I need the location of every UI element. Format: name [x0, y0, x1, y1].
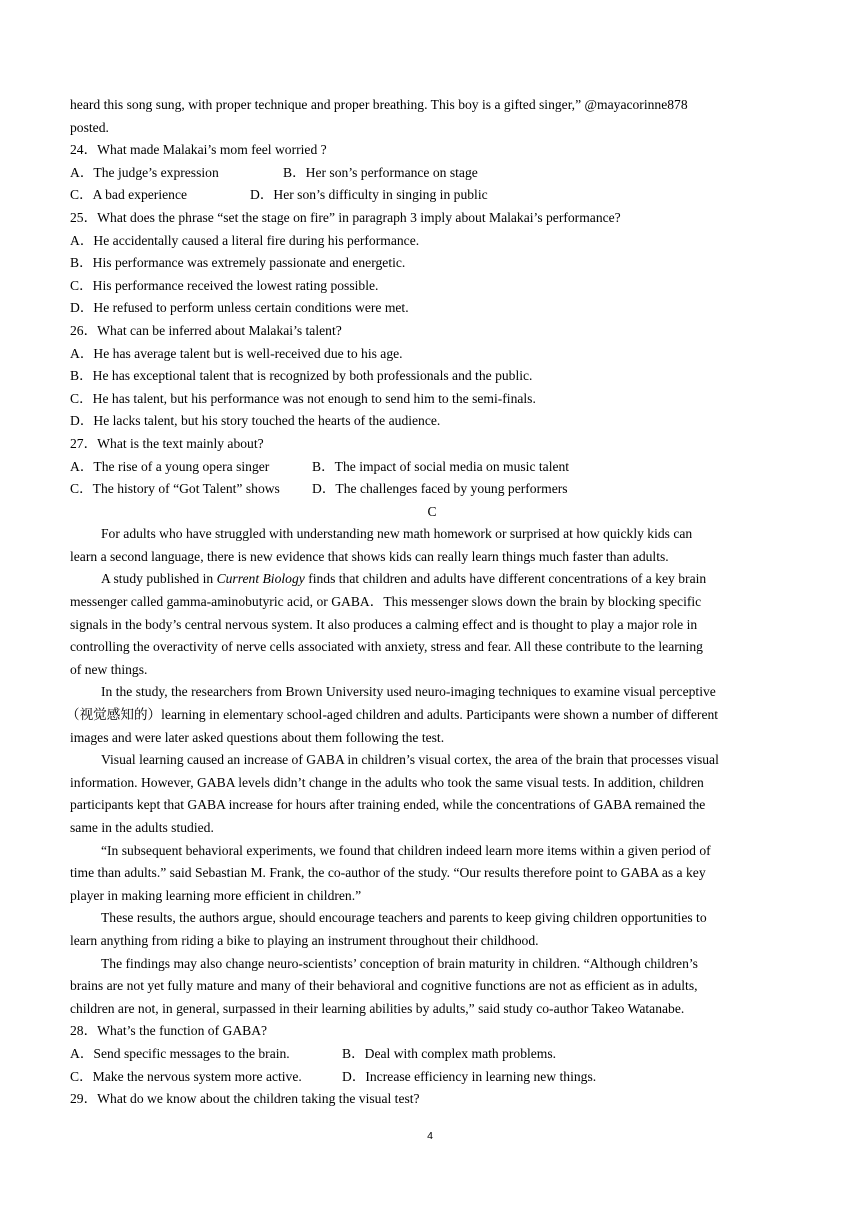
option-b: B．His performance was extremely passionate and energetic. [70, 255, 406, 271]
passage-line: Visual learning caused an increase of GABA in children’s visual cortex, the area of the brain that processes visual [101, 752, 719, 768]
passage-line: information. However, GABA levels didn’t change in the adults who took the same visual tests. In addition, children [70, 774, 704, 790]
passage-text: finds that children and adults have different concentrations of a key brain [304, 571, 707, 587]
question-25-stem: 25．What does the phrase “set the stage on fire” in paragraph 3 imply about Malakai’s performance? [70, 209, 621, 225]
question-24-options-row-2 [70, 184, 794, 207]
question-24-stem: 24．What made Malakai’s mom feel worried ? [70, 142, 327, 158]
passage-line: learn anything from riding a bike to playing an instrument throughout their childhood. [70, 932, 539, 948]
document-page [66, 94, 794, 1111]
question-24-options-row-1 [70, 162, 794, 185]
question-26-stem: 26．What can be inferred about Malakai’s talent? [70, 322, 342, 338]
option-a: A．He has average talent but is well-received due to his age. [70, 345, 403, 361]
option-d: D．Her son’s difficulty in singing in public [250, 187, 488, 203]
passage-line: In the study, the researchers from Brown University used neuro-imaging techniques to examine visual perceptive [101, 684, 716, 700]
option-b: B．He has exceptional talent that is recognized by both professionals and the public. [70, 368, 533, 384]
passage-line: （视觉感知的）learning in elementary school-aged children and adults. Participants were shown a number of different [66, 707, 719, 723]
passage-line: “In subsequent behavioral experiments, we found that children indeed learn more items within a given period of [101, 842, 711, 858]
section-heading: C [427, 503, 437, 519]
option-a: A．The rise of a young opera singer [70, 458, 270, 474]
passage-line: heard this song sung, with proper technique and proper breathing. This boy is a gifted singer,” @mayacorinne878 [70, 97, 688, 112]
passage-line: images and were later asked questions about them following the test. [70, 729, 445, 745]
option-d: D．He refused to perform unless certain conditions were met. [70, 300, 409, 316]
question-28-stem: 28．What’s the function of GABA? [70, 1023, 268, 1039]
question-29-stem: 29．What do we know about the children taking the visual test? [70, 1091, 420, 1107]
passage-line: brains are not yet fully mature and many of their behavioral and cognitive functions are not as efficient as in adults, [70, 978, 698, 994]
passage-line: learn a second language, there is new evidence that shows kids can really learn things much faster than adults. [70, 548, 669, 564]
journal-title: Current Biology [216, 571, 305, 587]
option-c: C．He has talent, but his performance was not enough to send him to the semi-finals. [70, 390, 536, 406]
passage-line: time than adults.” said Sebastian M. Frank, the co-author of the study. “Our results therefore point to GABA as a key [70, 865, 706, 881]
option-a: A．Send specific messages to the brain. [70, 1045, 290, 1061]
question-27-options-row-2 [70, 478, 794, 501]
passage-line: children are not, in general, surpassed in their learning abilities by adults,” said study co-author Takeo Watanabe. [70, 1000, 685, 1016]
option-d: D．Increase efficiency in learning new things. [342, 1068, 597, 1084]
passage-line: These results, the authors argue, should encourage teachers and parents to keep giving children opportunities to [101, 910, 707, 926]
passage-line: signals in the body’s central nervous system. It also produces a calming effect and is thought to play a major role in [70, 616, 698, 632]
passage-line: For adults who have struggled with understanding new math homework or surprised at how quickly kids can [101, 526, 693, 542]
option-b: B．Deal with complex math problems. [342, 1045, 557, 1061]
passage-line: participants kept that GABA increase for hours after training ended, while the concentrations of GABA remained the [70, 797, 706, 813]
passage-line: posted. [70, 119, 109, 135]
option-a: A．The judge’s expression [70, 164, 219, 180]
page-number: 4 [427, 1130, 433, 1142]
option-c: C．Make the nervous system more active. [70, 1068, 302, 1084]
option-a: A．He accidentally caused a literal fire during his performance. [70, 232, 420, 248]
question-28-options-row-2 [70, 1066, 794, 1089]
option-b: B．Her son’s performance on stage [283, 164, 478, 180]
passage-line [70, 568, 794, 591]
question-27-options-row-1 [70, 456, 794, 479]
question-28-options-row-1 [70, 1043, 794, 1066]
option-c: C．His performance received the lowest rating possible. [70, 277, 379, 293]
option-b: B．The impact of social media on music talent [312, 458, 570, 474]
passage-text: A study published in [101, 571, 217, 587]
passage-line: messenger called gamma-aminobutyric acid, or GABA．This messenger slows down the brain by blocking specific [70, 594, 702, 610]
question-27-stem: 27．What is the text mainly about? [70, 435, 264, 451]
option-c: C．The history of “Got Talent” shows [70, 481, 280, 497]
option-d: D．He lacks talent, but his story touched the hearts of the audience. [70, 413, 441, 429]
passage-line: same in the adults studied. [70, 820, 214, 835]
option-d: D．The challenges faced by young performers [312, 481, 568, 497]
passage-line: controlling the overactivity of nerve cells associated with anxiety, stress and fear. All these contribute to the learning [70, 639, 703, 655]
passage-line: of new things. [70, 661, 148, 677]
passage-line: player in making learning more efficient in children.” [70, 887, 362, 903]
option-c: C．A bad experience [70, 187, 188, 203]
passage-line: The findings may also change neuro-scientists’ conception of brain maturity in children. “Although children’s [101, 955, 698, 971]
